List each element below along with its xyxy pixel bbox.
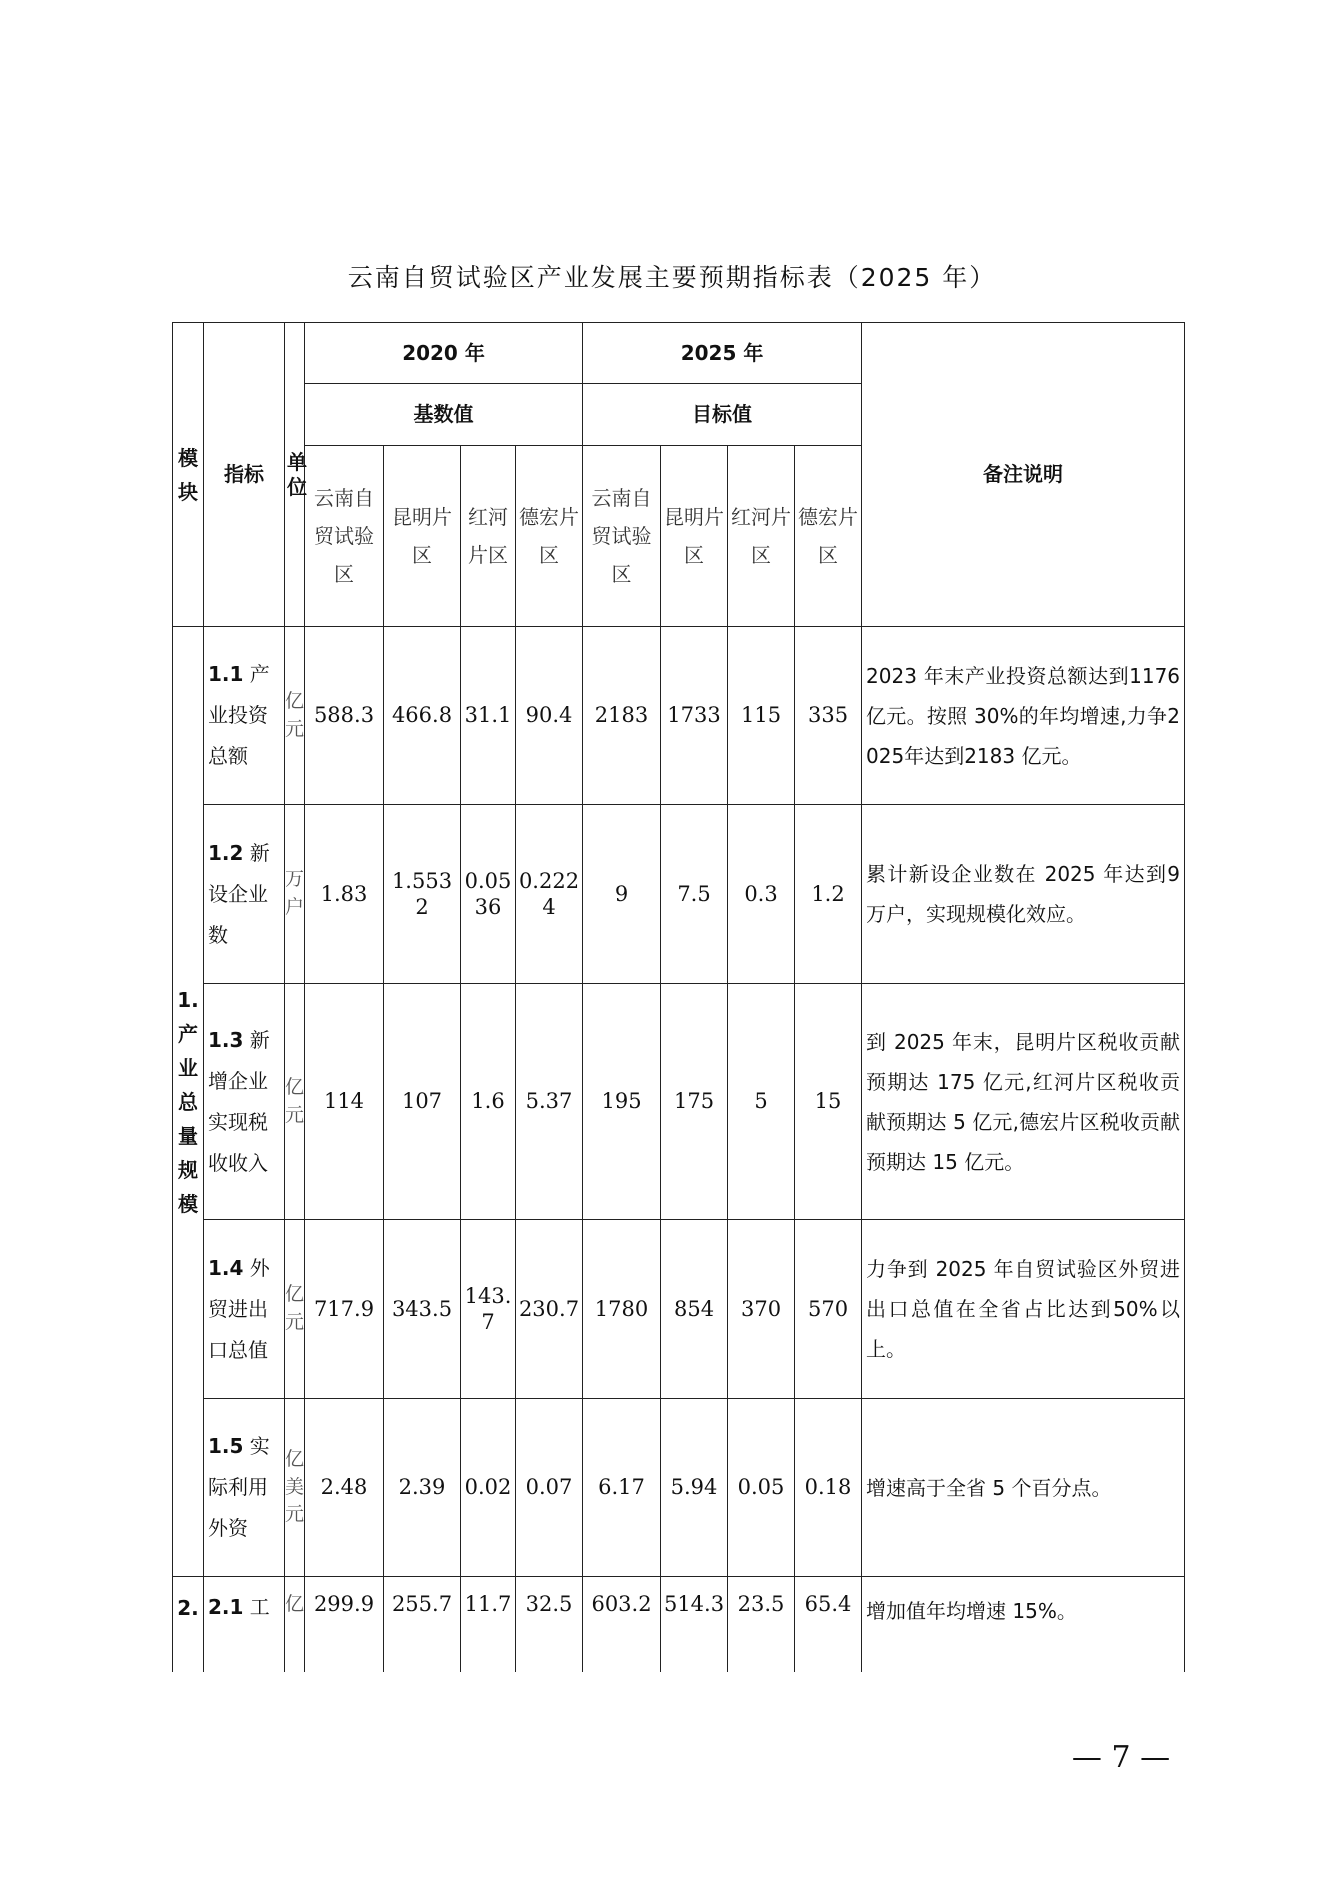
value-2020-ftz: 1.83 [305, 805, 384, 984]
header-zone-honghe-2020: 红河片区 [461, 446, 516, 627]
header-zone-ftz-2020: 云南自贸试验区 [305, 446, 384, 627]
value-2025-dehong: 335 [795, 627, 862, 805]
indicator-code: 1.1 [208, 662, 244, 686]
table-row [173, 1399, 1185, 1577]
unit-cell: 亿元 [285, 1220, 305, 1399]
indicator-cell [204, 1577, 285, 1672]
value-2025-kunming: 1733 [661, 627, 728, 805]
value-2025-ftz: 2183 [583, 627, 661, 805]
indicator-cell [204, 1220, 285, 1399]
header-year-2020: 2020 年 [305, 323, 583, 384]
header-zone-dehong-2025: 德宏片区 [795, 446, 862, 627]
value-2020-kunming: 255.7 [384, 1577, 461, 1672]
header-module: 模块 [173, 323, 204, 627]
value-2020-dehong: 32.5 [516, 1577, 583, 1672]
indicator-name: 外贸进出口总值 [208, 1255, 270, 1362]
header-target-value: 目标值 [583, 384, 862, 446]
note-cell: 力争到 2025 年自贸试验区外贸进出口总值在全省占比达到50%以上。 [862, 1220, 1185, 1399]
table-row [173, 984, 1185, 1220]
header-notes: 备注说明 [862, 323, 1185, 627]
value-2020-dehong: 90.4 [516, 627, 583, 805]
value-2020-honghe: 31.1 [461, 627, 516, 805]
header-row-years [173, 323, 1185, 384]
value-2025-ftz: 1780 [583, 1220, 661, 1399]
value-2025-honghe: 0.05 [728, 1399, 795, 1577]
header-zone-dehong-2020: 德宏片区 [516, 446, 583, 627]
value-2025-kunming: 175 [661, 984, 728, 1220]
value-2020-honghe: 0.02 [461, 1399, 516, 1577]
value-2020-dehong: 230.7 [516, 1220, 583, 1399]
value-2020-kunming: 466.8 [384, 627, 461, 805]
value-2025-kunming: 514.3 [661, 1577, 728, 1672]
value-2020-honghe: 1.6 [461, 984, 516, 1220]
value-2025-kunming: 5.94 [661, 1399, 728, 1577]
header-base-value: 基数值 [305, 384, 583, 446]
note-cell: 2023 年末产业投资总额达到1176 亿元。按照 30%的年均增速,力争2025年达到2183 亿元。 [862, 627, 1185, 805]
header-indicator: 指标 [204, 323, 285, 627]
value-2025-dehong: 0.18 [795, 1399, 862, 1577]
value-2020-dehong: 0.2224 [516, 805, 583, 984]
indicator-cell [204, 1399, 285, 1577]
unit-cell: 亿 [285, 1577, 305, 1672]
indicator-cell [204, 984, 285, 1220]
table-row [173, 805, 1185, 984]
value-2020-ftz: 299.9 [305, 1577, 384, 1672]
unit-cell: 亿美元 [285, 1399, 305, 1577]
page-title: 云南自贸试验区产业发展主要预期指标表（2025 年） [347, 263, 997, 292]
value-2025-dehong: 65.4 [795, 1577, 862, 1672]
note-cell: 增加值年均增速 15%。 [862, 1577, 1185, 1672]
page-number: — 7 — [1071, 1740, 1171, 1775]
value-2025-ftz: 195 [583, 984, 661, 1220]
indicator-code: 1.2 [208, 840, 244, 865]
value-2020-kunming: 343.5 [384, 1220, 461, 1399]
module-label: 1.产业总量规模 [173, 627, 204, 1577]
indicator-name: 实际利用外资 [208, 1434, 270, 1540]
indicator-name: 新增企业实现税收收入 [208, 1027, 270, 1175]
value-2020-ftz: 717.9 [305, 1220, 384, 1399]
value-2025-ftz: 9 [583, 805, 661, 984]
value-2025-honghe: 115 [728, 627, 795, 805]
value-2025-honghe: 5 [728, 984, 795, 1220]
indicator-cell [204, 627, 285, 805]
value-2025-dehong: 1.2 [795, 805, 862, 984]
value-2025-kunming: 7.5 [661, 805, 728, 984]
value-2020-dehong: 0.07 [516, 1399, 583, 1577]
value-2020-ftz: 114 [305, 984, 384, 1220]
header-zone-kunming-2025: 昆明片区 [661, 446, 728, 627]
unit-cell: 亿元 [285, 984, 305, 1220]
unit-cell: 亿元 [285, 627, 305, 805]
table-row [173, 627, 1185, 805]
value-2020-honghe: 0.0536 [461, 805, 516, 984]
unit-cell: 万户 [285, 805, 305, 984]
table-row [173, 1220, 1185, 1399]
indicator-code: 1.4 [208, 1255, 244, 1280]
note-cell: 增速高于全省 5 个百分点。 [862, 1399, 1185, 1577]
table-row [173, 1577, 1185, 1672]
value-2020-ftz: 2.48 [305, 1399, 384, 1577]
value-2025-ftz: 603.2 [583, 1577, 661, 1672]
value-2020-ftz: 588.3 [305, 627, 384, 805]
value-2020-kunming: 1.5532 [384, 805, 461, 984]
header-zone-kunming-2020: 昆明片区 [384, 446, 461, 627]
indicator-code: 2.1 [208, 1595, 244, 1619]
note-cell: 累计新设企业数在 2025 年达到9 万户，实现规模化效应。 [862, 805, 1185, 984]
indicator-table [172, 322, 1185, 1672]
value-2025-dehong: 15 [795, 984, 862, 1220]
value-2020-dehong: 5.37 [516, 984, 583, 1220]
value-2020-honghe: 11.7 [461, 1577, 516, 1672]
indicator-name: 工 [249, 1595, 270, 1619]
value-2025-honghe: 370 [728, 1220, 795, 1399]
value-2025-dehong: 570 [795, 1220, 862, 1399]
header-year-2025: 2025 年 [583, 323, 862, 384]
value-2025-honghe: 0.3 [728, 805, 795, 984]
indicator-name: 新设企业数 [208, 840, 270, 947]
header-zone-ftz-2025: 云南自贸试验区 [583, 446, 661, 627]
header-zone-honghe-2025: 红河片区 [728, 446, 795, 627]
note-cell: 到 2025 年末，昆明片区税收贡献预期达 175 亿元,红河片区税收贡献预期达 5 亿元,德宏片区税收贡献预期达 15 亿元。 [862, 984, 1185, 1220]
value-2020-kunming: 2.39 [384, 1399, 461, 1577]
value-2025-honghe: 23.5 [728, 1577, 795, 1672]
indicator-code: 1.3 [208, 1027, 244, 1052]
value-2025-ftz: 6.17 [583, 1399, 661, 1577]
header-unit: 单位 [285, 323, 305, 627]
module-label: 2. [173, 1577, 204, 1672]
value-2020-honghe: 143.7 [461, 1220, 516, 1399]
indicator-code: 1.5 [208, 1434, 244, 1458]
value-2020-kunming: 107 [384, 984, 461, 1220]
value-2025-kunming: 854 [661, 1220, 728, 1399]
indicator-name: 产业投资总额 [208, 662, 270, 768]
indicator-cell [204, 805, 285, 984]
